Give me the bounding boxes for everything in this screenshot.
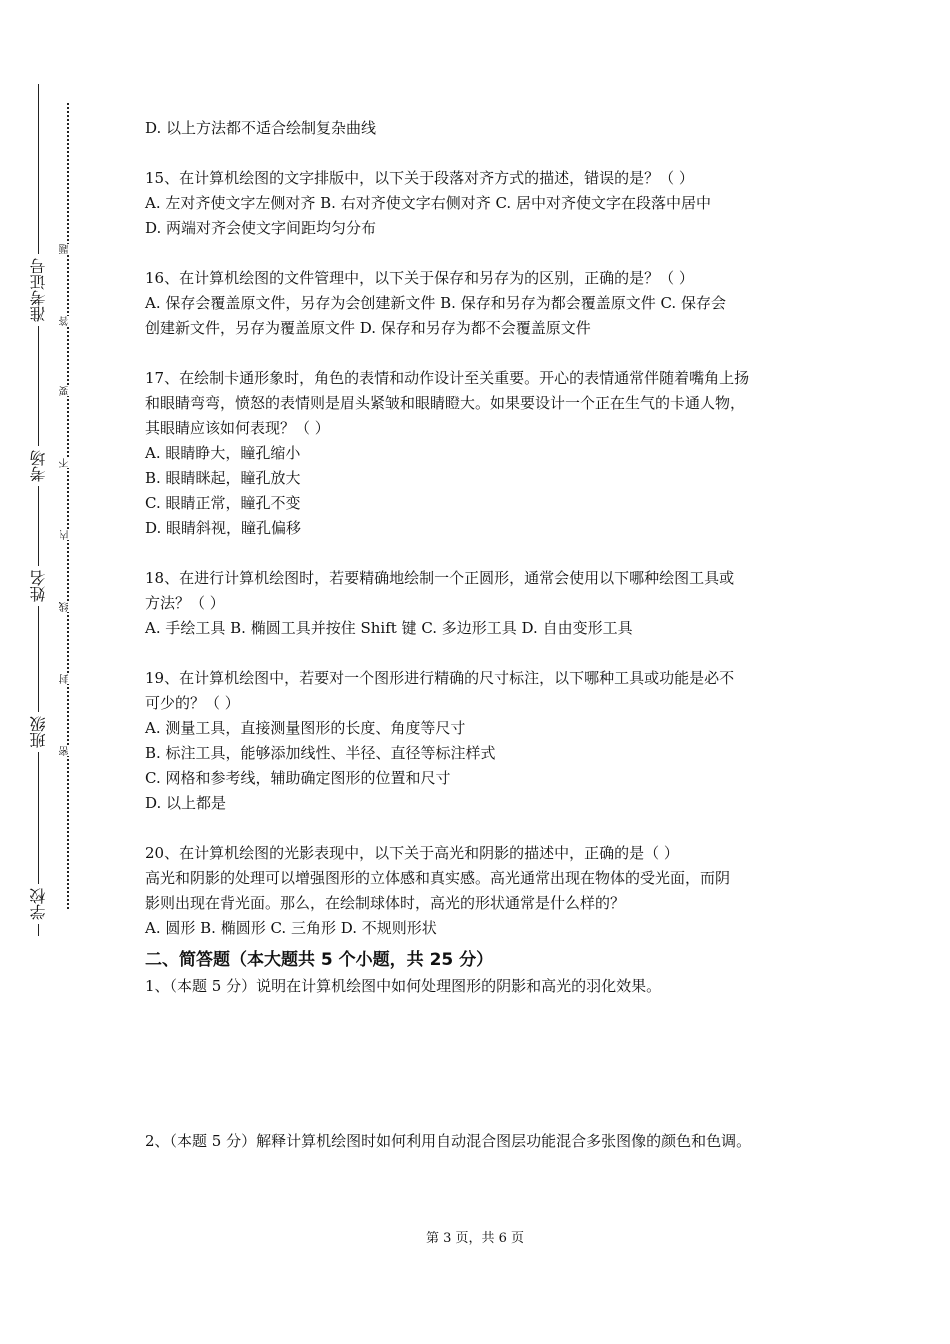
short-answer-question-1: 1、（本题 5 分）说明在计算机绘图中如何处理图形的阴影和高光的羽化效果。 [145, 977, 662, 995]
warning-char: 封 [60, 674, 74, 684]
question-16-options: A. 保存会覆盖原文件，另存为会创建新文件 B. 保存和另存为都会覆盖原文件 C. 保存会 [145, 294, 726, 312]
warning-char: 密 [60, 746, 74, 756]
answer-space [145, 999, 815, 1129]
warning-char: 不 [60, 458, 74, 468]
exam-content [145, 116, 815, 1154]
question-17-stem-cont: 和眼睛弯弯，愤怒的表情则是眉头紧皱和眼睛瞪大。如果要设计一个正在生气的卡通人物， [145, 394, 746, 412]
question-19-stem: 19、在计算机绘图中，若要对一个图形进行精确的尺寸标注，以下哪种工具或功能是必不 [145, 669, 735, 687]
question-19-option-c: C. 网格和参考线，辅助确定图形的位置和尺寸 [145, 769, 451, 787]
question-15-option-d: D. 两端对齐会使文字间距均匀分布 [145, 219, 377, 237]
binding-solid-line [38, 84, 39, 936]
binding-margin [0, 0, 120, 1344]
question-14-option-d: D. 以上方法都不适合绘制复杂曲线 [145, 119, 377, 137]
question-18-options: A. 手绘工具 B. 椭圆工具并按住 Shift 键 C. 多边形工具 D. 自由变形工具 [145, 619, 633, 637]
warning-char: 答 [60, 316, 74, 326]
question-17-option-c: C. 眼睛正常，瞳孔不变 [145, 494, 301, 512]
question-20-stem-cont: 影则出现在背光面。那么，在绘制球体时，高光的形状通常是什么样的？ [145, 894, 626, 912]
question-19-stem-cont: 可少的？（ ） [145, 694, 240, 712]
question-16-stem: 16、在计算机绘图的文件管理中，以下关于保存和另存为的区别，正确的是？（ ） [145, 269, 694, 287]
question-17-option-b: B. 眼睛眯起，瞳孔放大 [145, 469, 301, 487]
question-19-option-d: D. 以上都是 [145, 794, 227, 812]
question-15-options: A. 左对齐使文字左侧对齐 B. 右对齐使文字右侧对齐 C. 居中对齐使文字在段落中居中 [145, 194, 711, 212]
warning-char: 要 [60, 386, 74, 396]
binding-dotted-line [67, 103, 69, 909]
section-2-title: 二、简答题（本大题共 5 个小题，共 25 分） [145, 950, 494, 970]
question-15-stem: 15、在计算机绘图的文字排版中，以下关于段落对齐方式的描述，错误的是？（ ） [145, 169, 694, 187]
question-20-stem: 20、在计算机绘图的光影表现中，以下关于高光和阴影的描述中，正确的是（ ） [145, 844, 679, 862]
question-19-option-b: B. 标注工具，能够添加线性、半径、直径等标注样式 [145, 744, 496, 762]
question-17-stem-cont: 其眼睛应该如何表现？（ ） [145, 419, 330, 437]
warning-char: 线 [60, 602, 74, 612]
page-number: 第 3 页，共 6 页 [425, 1231, 525, 1246]
question-18-stem-cont: 方法？（ ） [145, 594, 225, 612]
question-18-stem: 18、在进行计算机绘图时，若要精确地绘制一个正圆形，通常会使用以下哪种绘图工具或 [145, 569, 735, 587]
question-17-stem: 17、在绘制卡通形象时，角色的表情和动作设计至关重要。开心的表情通常伴随着嘴角上扬 [145, 369, 750, 387]
class-label: 班级 [30, 712, 48, 752]
student-name-label: 姓名 [30, 566, 48, 606]
question-20-stem-cont: 高光和阴影的处理可以增强图形的立体感和真实感。高光通常出现在物体的受光面，而阴 [145, 869, 731, 887]
exam-number-label: 准考证号 [30, 254, 48, 326]
question-16-options-cont: 创建新文件，另存为覆盖原文件 D. 保存和另存为都不会覆盖原文件 [145, 319, 591, 337]
question-17-option-d: D. 眼睛斜视，瞳孔偏移 [145, 519, 302, 537]
warning-char: 内 [60, 530, 74, 540]
warning-char: 题 [60, 244, 74, 254]
school-label: 学校 [30, 884, 48, 924]
question-19-option-a: A. 测量工具，直接测量图形的长度、角度等尺寸 [145, 719, 466, 737]
question-20-options: A. 圆形 B. 椭圆形 C. 三角形 D. 不规则形状 [145, 919, 437, 937]
question-17-option-a: A. 眼睛睁大，瞳孔缩小 [145, 444, 301, 462]
exam-room-label: 考场 [30, 446, 48, 486]
short-answer-question-2: 2、（本题 5 分）解释计算机绘图时如何利用自动混合图层功能混合多张图像的颜色和色调。 [145, 1132, 752, 1150]
